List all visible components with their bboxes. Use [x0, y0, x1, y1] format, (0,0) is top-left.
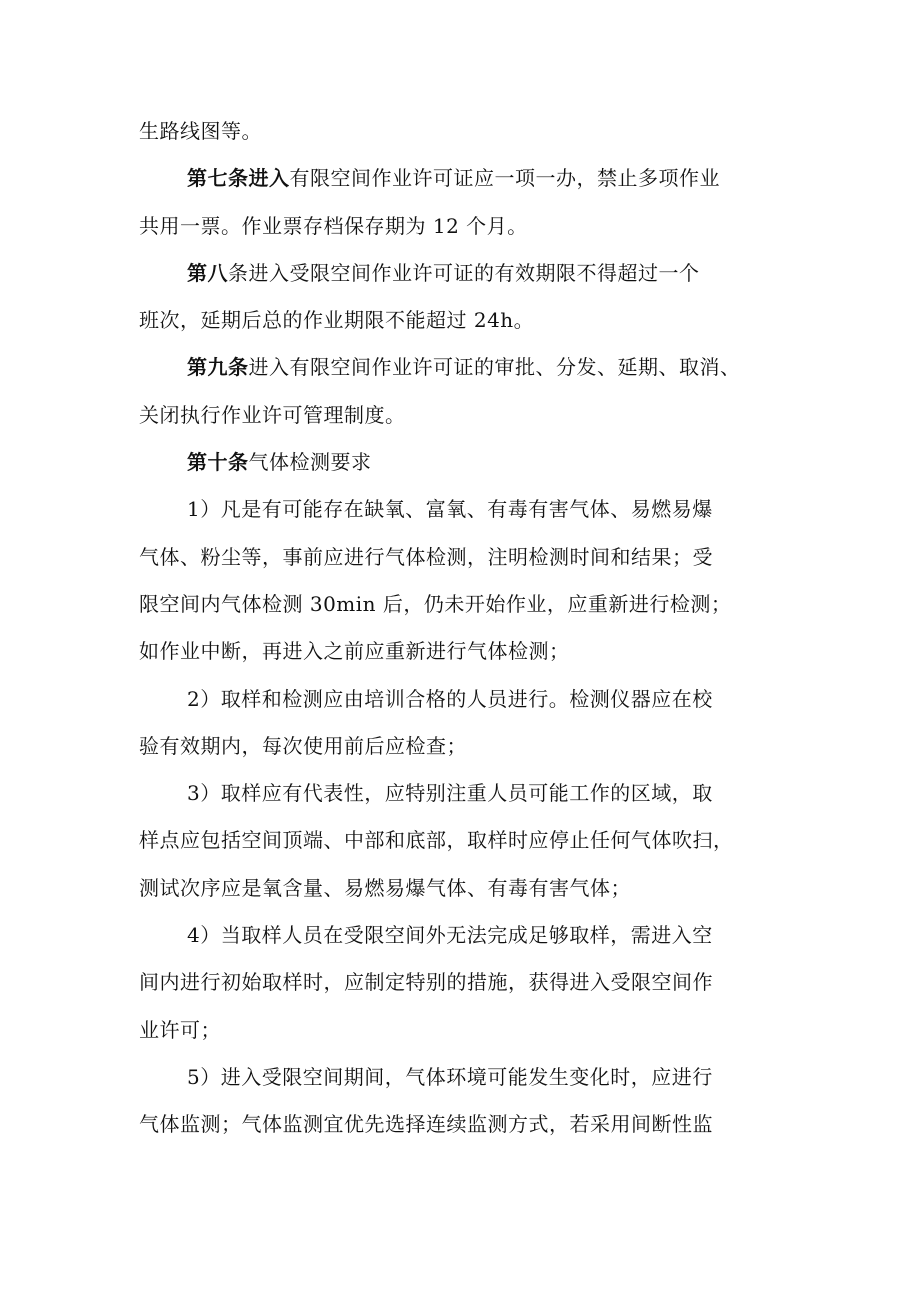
list-item-3-line [139, 770, 784, 817]
line-text: 验有效期内，每次使用前后应检查； [139, 733, 467, 758]
article-number: 第七条进入 [187, 166, 290, 191]
line-text: 关闭执行作业许可管理制度。 [139, 402, 406, 427]
line-text: 生路线图等。 [139, 119, 262, 143]
text-line [139, 392, 784, 439]
article-8-heading-line [139, 250, 784, 297]
article-10-heading-line [139, 439, 784, 486]
line-text: 3）取样应有代表性，应特别注重人员可能工作的区域，取 [187, 781, 713, 806]
document-body [139, 108, 784, 1149]
text-line [139, 1007, 784, 1054]
line-text: 气体检测要求 [248, 450, 372, 475]
text-line [139, 581, 784, 628]
line-text: 测试次序应是氧含量、易燃易爆气体、有毒有害气体； [139, 875, 631, 900]
text-line [139, 959, 784, 1006]
list-item-4-line [139, 912, 784, 959]
text-line [139, 1101, 784, 1148]
text-line [139, 534, 784, 581]
text-line [139, 865, 784, 912]
line-text: 如作业中断，再进入之前应重新进行气体检测； [139, 639, 570, 664]
text-line [139, 108, 784, 155]
line-text: 有限空间作业许可证应一项一办，禁止多项作业 [289, 166, 720, 191]
line-text: 班次，延期后总的作业期限不能超过 24h。 [139, 308, 535, 333]
text-line [139, 817, 784, 864]
line-text: 共用一票。作业票存档保存期为 12 个月。 [139, 213, 528, 238]
line-text: 样点应包括空间顶端、中部和底部，取样时应停止任何气体吹扫， [139, 828, 734, 853]
text-line [139, 297, 784, 344]
article-number: 第八 [187, 260, 228, 285]
line-text: 业许可； [139, 1017, 221, 1042]
line-text: 限空间内气体检测 30min 后，仍未开始作业，应重新进行检测； [139, 591, 732, 616]
line-text: 1）凡是有可能存在缺氧、富氧、有毒有害气体、易燃易爆 [187, 497, 713, 522]
line-text: 间内进行初始取样时，应制定特别的措施，获得进入受限空间作 [139, 970, 713, 995]
line-text: 进入有限空间作业许可证的审批、分发、延期、取消、 [248, 355, 741, 380]
article-9-heading-line [139, 344, 784, 391]
line-text: 4）当取样人员在受限空间外无法完成足够取样，需进入空 [187, 923, 713, 948]
line-text: 气体监测；气体监测宜优先选择连续监测方式，若采用间断性监 [139, 1112, 713, 1137]
article-number: 第九条 [187, 355, 249, 380]
line-text: 气体、粉尘等，事前应进行气体检测，注明检测时间和结果；受 [139, 544, 713, 569]
line-text: 5）进入受限空间期间，气体环境可能发生变化时，应进行 [187, 1064, 713, 1089]
line-text: 2）取样和检测应由培训合格的人员进行。检测仪器应在校 [187, 686, 713, 711]
text-line [139, 628, 784, 675]
list-item-2-line [139, 676, 784, 723]
line-text: 条进入受限空间作业许可证的有效期限不得超过一个 [228, 260, 700, 285]
article-7-heading-line [139, 155, 784, 202]
text-line [139, 723, 784, 770]
list-item-5-line [139, 1054, 784, 1101]
text-line [139, 203, 784, 250]
article-number: 第十条 [187, 450, 249, 475]
list-item-1-line [139, 486, 784, 533]
